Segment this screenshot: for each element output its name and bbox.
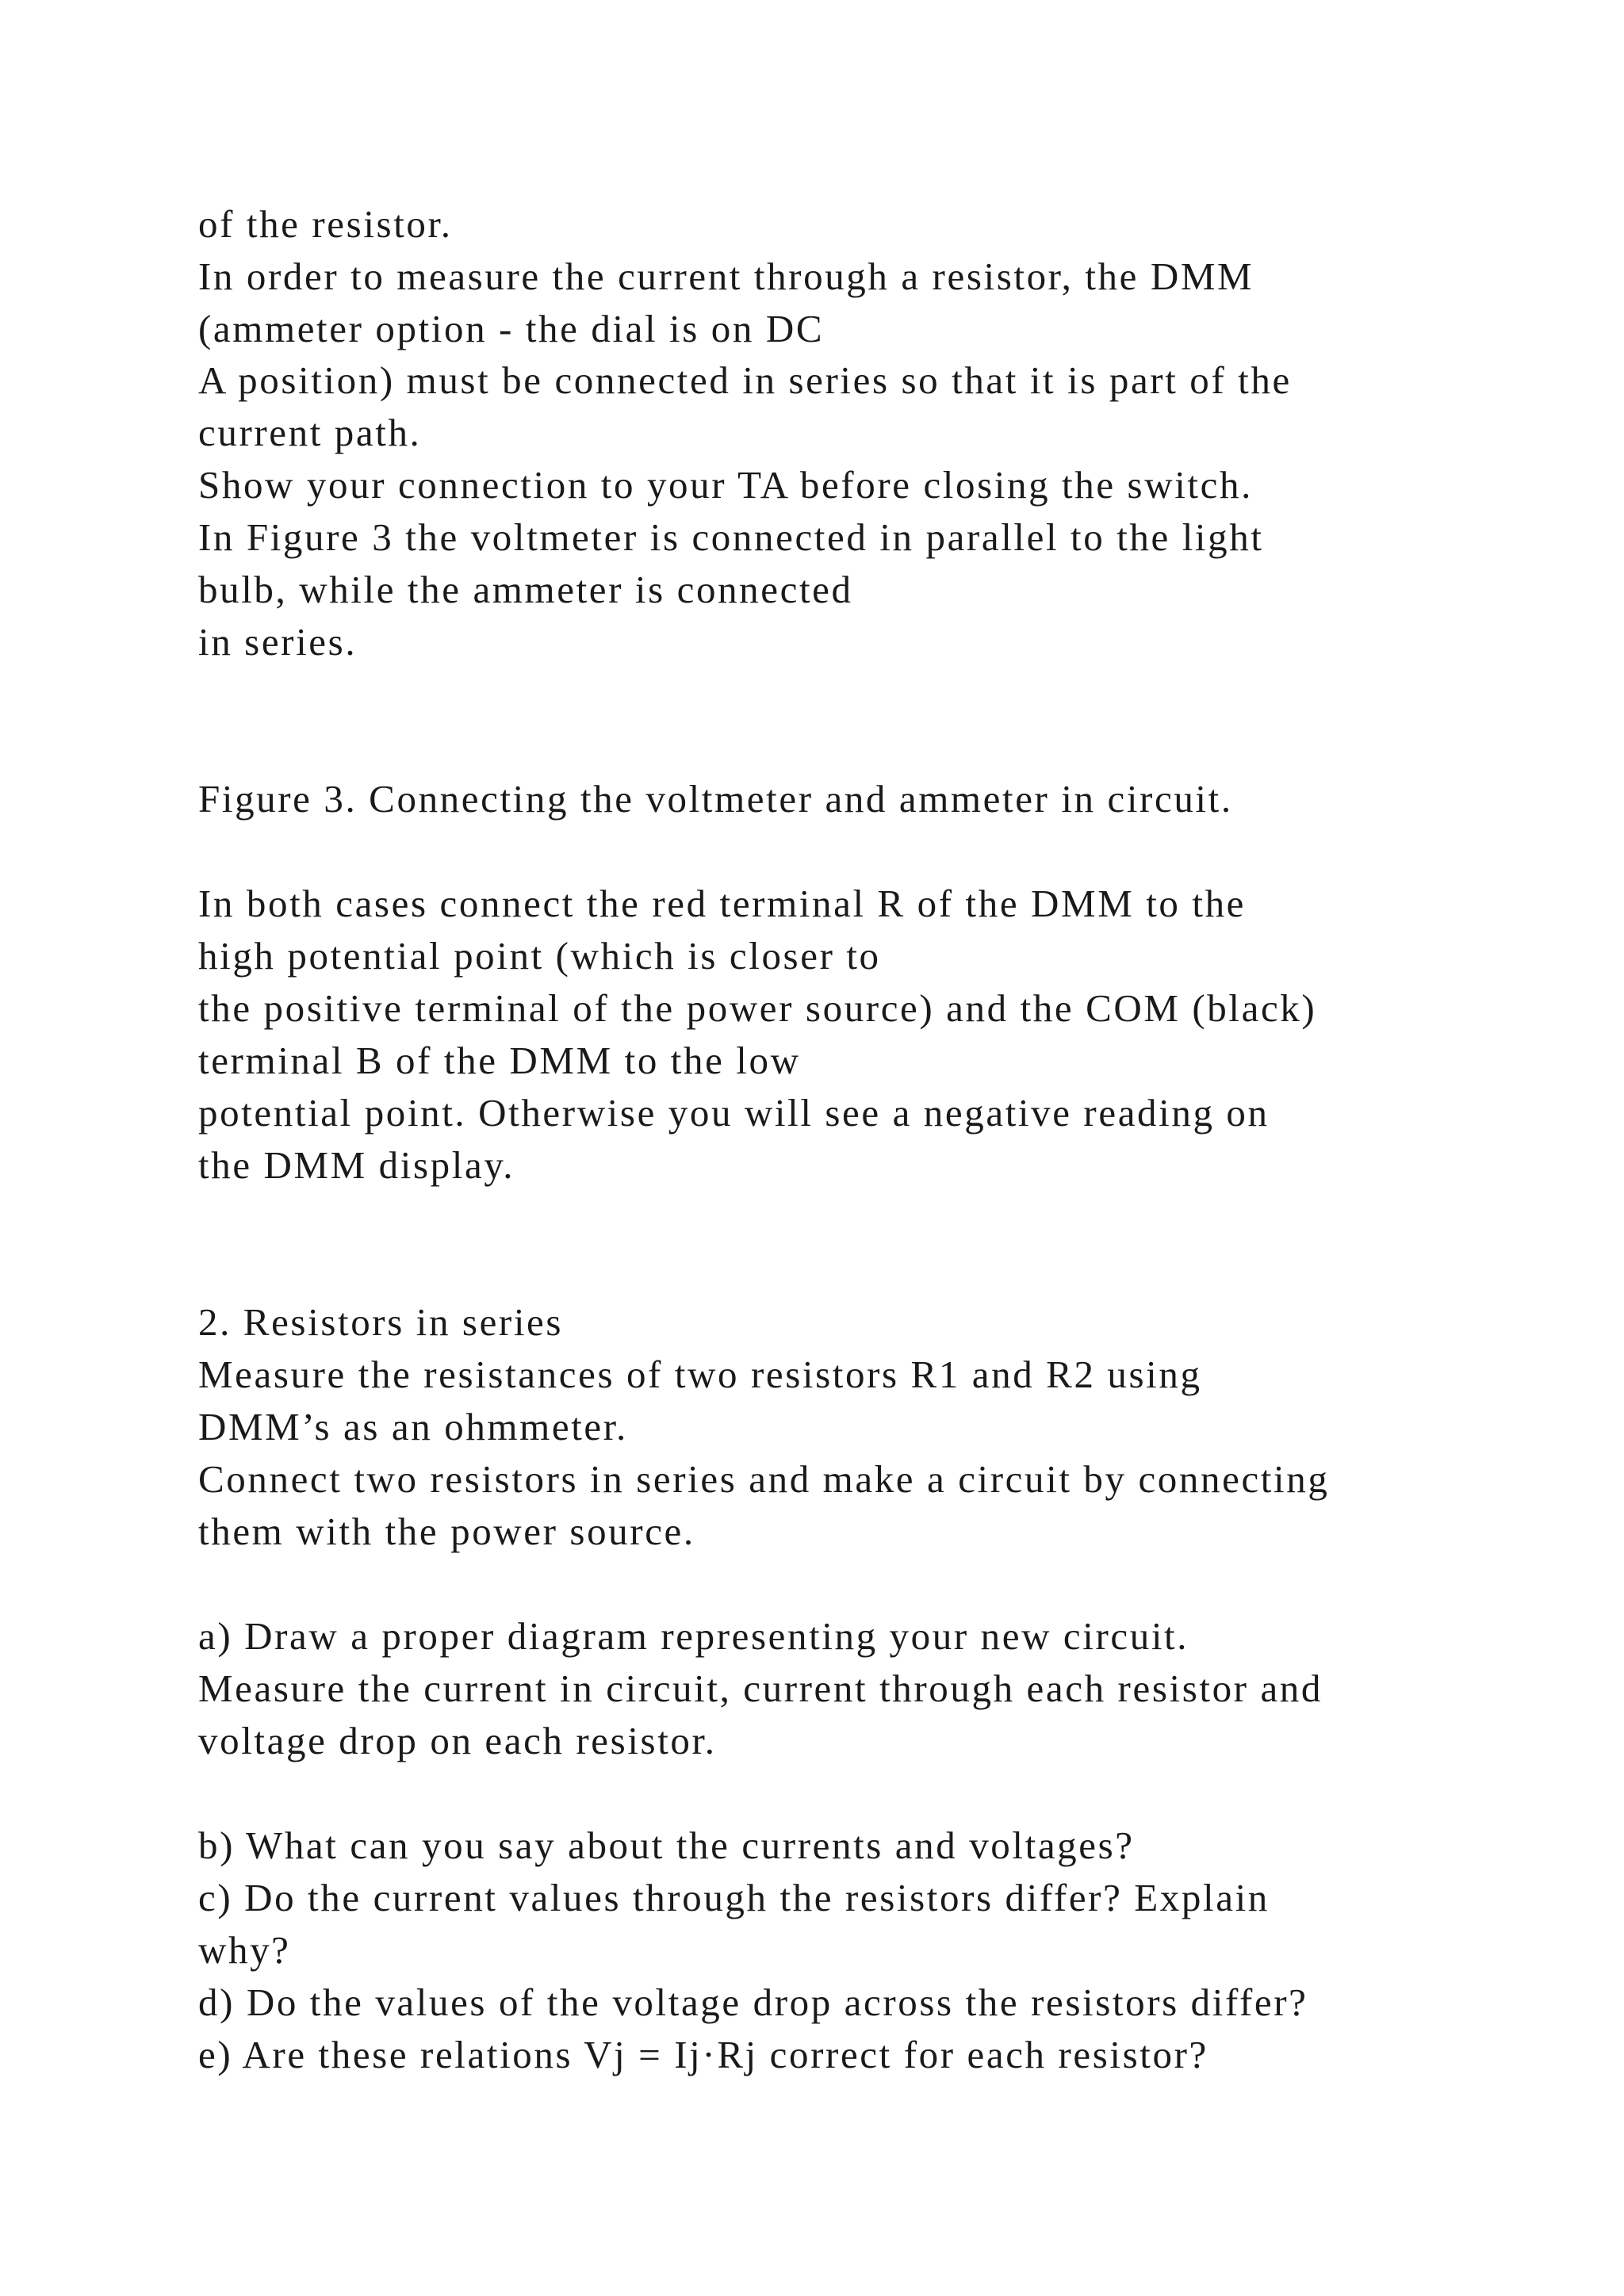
text-line: of the resistor. — [198, 202, 453, 246]
text-line: In order to measure the current through a resistor, the DMM — [198, 254, 1254, 298]
question-c: c) Do the current values through the resistors differ? Explain — [198, 1876, 1270, 1919]
text-line: the positive terminal of the power source) and the COM (black) — [198, 986, 1317, 1030]
text-line: current path. — [198, 411, 422, 454]
text-line: In both cases connect the red terminal R of the DMM to the — [198, 882, 1247, 925]
figure-caption: Figure 3. Connecting the voltmeter and ammeter in circuit. — [198, 777, 1233, 821]
text-line: terminal B of the DMM to the low — [198, 1039, 801, 1082]
text-line: Measure the resistances of two resistors R1 and R2 using — [198, 1353, 1202, 1396]
text-line: the DMM display. — [198, 1143, 515, 1187]
question-d: d) Do the values of the voltage drop across the resistors differ? — [198, 1980, 1308, 2024]
text-line: (ammeter option - the dial is on DC — [198, 307, 825, 350]
text-line: bulb, while the ammeter is connected — [198, 568, 853, 611]
question-a: a) Draw a proper diagram representing your new circuit. — [198, 1614, 1189, 1658]
text-line: A position) must be connected in series so that it is part of the — [198, 358, 1292, 402]
text-line: potential point. Otherwise you will see a negative reading on — [198, 1091, 1270, 1135]
text-line: why? — [198, 1928, 291, 1972]
question-b: b) What can you say about the currents and voltages? — [198, 1823, 1135, 1867]
text-line: them with the power source. — [198, 1510, 695, 1553]
text-line: Connect two resistors in series and make a circuit by connecting — [198, 1457, 1330, 1501]
text-line: DMM’s as an ohmmeter. — [198, 1405, 628, 1448]
text-line: Measure the current in circuit, current through each resistor and — [198, 1667, 1323, 1710]
text-line: voltage drop on each resistor. — [198, 1719, 717, 1762]
text-line: in series. — [198, 620, 358, 664]
section-heading: 2. Resistors in series — [198, 1300, 564, 1344]
text-line: In Figure 3 the voltmeter is connected in parallel to the light — [198, 515, 1264, 559]
question-e: e) Are these relations Vj = Ij·Rj correct for each resistor? — [198, 2033, 1208, 2076]
text-line: Show your connection to your TA before closing the switch. — [198, 463, 1253, 507]
text-line: high potential point (which is closer to — [198, 934, 881, 978]
